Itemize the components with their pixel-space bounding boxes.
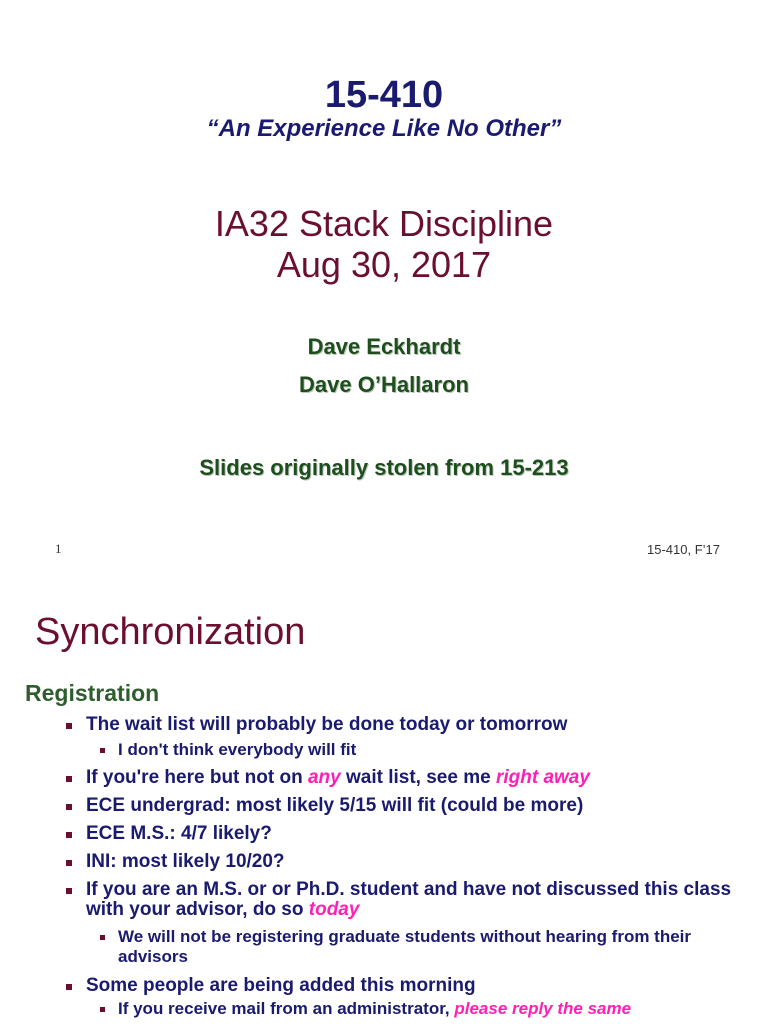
square-bullet-icon [66, 776, 72, 782]
bullet-text: ECE undergrad: most likely 5/15 will fit (could be more) [86, 795, 584, 816]
emphasis-text: right away [495, 767, 590, 788]
square-bullet-icon [100, 748, 105, 753]
bullet-item [66, 768, 746, 788]
author-name: Dave Eckhardt [307, 334, 461, 359]
square-bullet-icon [100, 935, 105, 940]
square-bullet-icon [66, 804, 72, 810]
bullet-item [66, 880, 746, 920]
bullet-text: Some people are being added this morning [86, 975, 476, 996]
lecture-date: Aug 30, 2017 [276, 244, 492, 285]
square-bullet-icon [66, 984, 72, 990]
square-bullet-icon [66, 832, 72, 838]
bullet-text: If you're here but not on any wait list, see me right away [86, 767, 590, 788]
emphasis-text: please reply the same [454, 999, 632, 1018]
bullet-item [66, 824, 746, 844]
bullet-text: ECE M.S.: 4/7 likely? [86, 823, 272, 844]
bullet-text: If you receive mail from an administrator, please reply the same [118, 999, 632, 1018]
bullet-item [66, 852, 746, 872]
bullet-text: I don't think everybody will fit [118, 740, 357, 759]
square-bullet-icon [66, 723, 72, 729]
author-name: Dave O’Hallaron [299, 372, 469, 397]
course-number: 15-410 [324, 74, 444, 116]
credit-line: Slides originally stolen from 15-213 [199, 455, 569, 480]
square-bullet-icon [66, 860, 72, 866]
course-tagline: “An Experience Like No Other” [206, 115, 562, 142]
bullet-text: INI: most likely 10/20? [86, 851, 285, 872]
bullet-text: If you are an M.S. or or Ph.D. student and have not discussed this class with your advisor, do so today [86, 879, 732, 920]
sub-bullet-item [100, 927, 740, 967]
section-heading: Registration [25, 680, 160, 706]
sub-bullet-item [100, 740, 740, 760]
bullet-text: We will not be registering graduate students without hearing from their advisors [118, 927, 692, 966]
emphasis-text: today [308, 899, 360, 920]
square-bullet-icon [100, 1007, 105, 1012]
bullet-item [66, 976, 746, 996]
bullet-text: The wait list will probably be done today or tomorrow [86, 714, 568, 735]
lecture-title: IA32 Stack Discipline [214, 203, 554, 244]
bullet-item [66, 796, 746, 816]
square-bullet-icon [66, 888, 72, 894]
sub-bullet-item [100, 999, 740, 1019]
emphasis-text: any [307, 767, 341, 788]
bullet-item [66, 715, 746, 735]
slide-footer: 15-410, F’17 [647, 542, 720, 557]
slide-title: Synchronization [35, 611, 306, 653]
slide-page-number: 1 [55, 541, 62, 556]
